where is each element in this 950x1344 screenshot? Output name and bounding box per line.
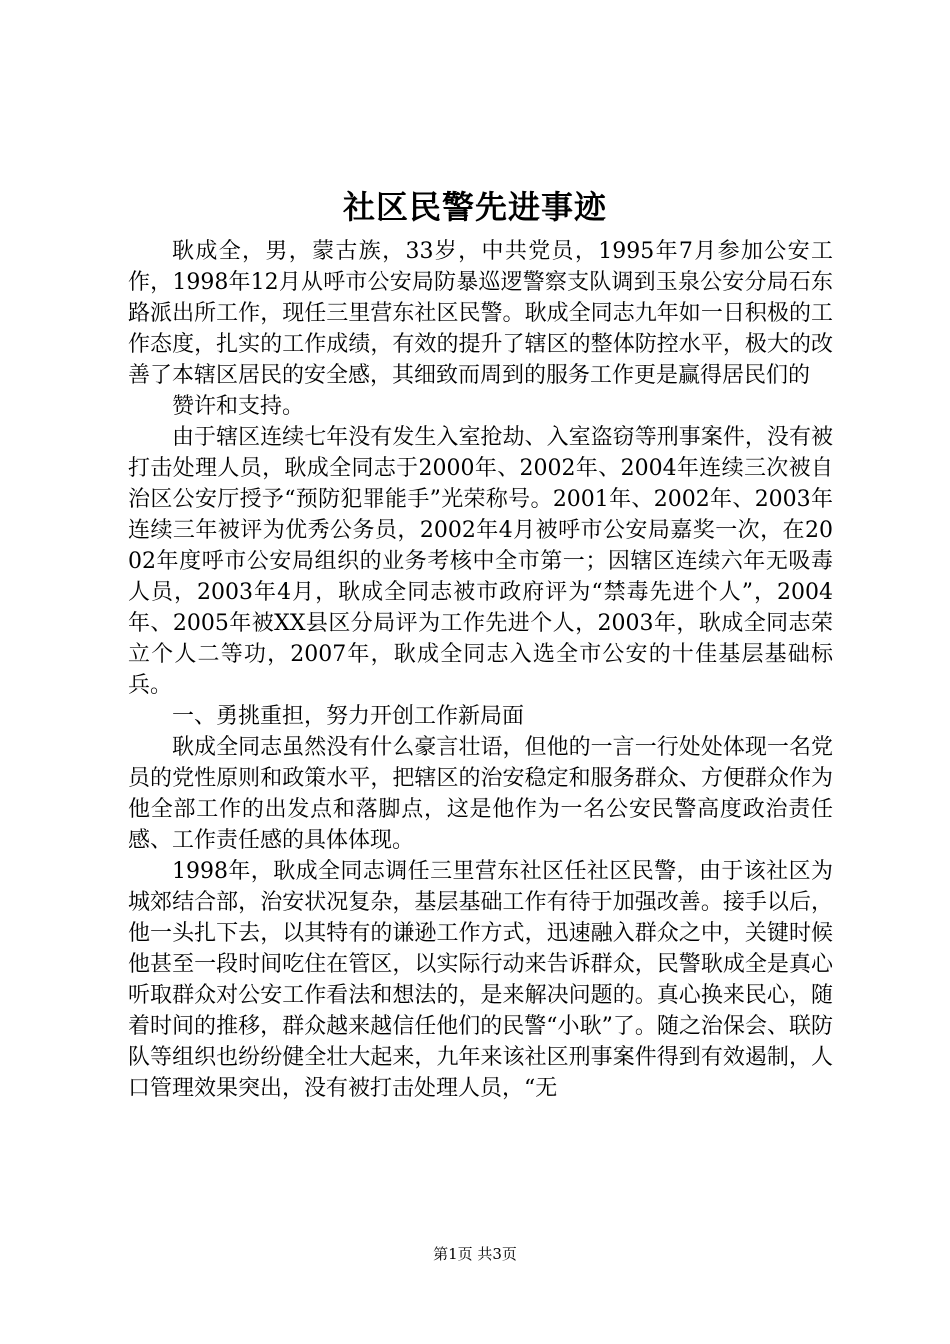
paragraph-intro: 耿成全，男，蒙古族，33岁，中共党员，1995年7月参加公安工作，1998年12月从呼市公安局防暴巡逻警察支队调到玉泉公安分局石东路派出所工作，现任三里营东社区民警。耿成全同志九年如一日积极的工作态度，扎实的工作成绩，有效的提升了辖区的整体防控水平，极大的改善了本辖区居民的安全感，其细致而周到的服务工作更是赢得居民们的 [128,239,833,388]
paragraph-principles: 耿成全同志虽然没有什么豪言壮语，但他的一言一行处处体现一名党员的党性原则和政策水平，把辖区的治安稳定和服务群众、方便群众作为他全部工作的出发点和落脚点，这是他作为一名公安民警高度政治责任感、工作责任感的具体体现。 [128,735,833,853]
section-heading-1: 一、勇挑重担，努力开创工作新局面 [172,704,525,729]
paragraph-intro-continued: 赞许和支持。 [172,394,305,419]
paragraph-honors: 由于辖区连续七年没有发生入室抢劫、入室盗窃等刑事案件，没有被打击处理人员，耿成全同志于2000年、2002年、2004年连续三次被自治区公安厅授予“预防犯罪能手”光荣称号。2001年、2002年、2003年连续三年被评为优秀公务员，2002年4月被呼市公安局嘉奖一次，在2002年度呼市公安局组织的业务考核中全市第一；因辖区连续六年无吸毒人员，2003年4月，耿成全同志被市政府评为“禁毒先进个人”，2004年、2005年被XX县区分局评为工作先进个人，2003年，耿成全同志荣立个人二等功，2007年，耿成全同志入选全市公安的十佳基层基础标兵。 [128,425,833,698]
page-footer: 第1页 共3页 [433,1245,517,1263]
document-body [128,236,833,1104]
document-title: 社区民警先进事迹 [342,188,607,226]
paragraph-1998: 1998年，耿成全同志调任三里营东社区任社区民警，由于该社区为城郊结合部，治安状况复杂，基层基础工作有待于加强改善。接手以后，他一头扎下去，以其特有的谦逊工作方式，迅速融入群众之中，关键时候他甚至一段时间吃住在管区，以实际行动来告诉群众，民警耿成全是真心听取群众对公安工作看法和想法的，是来解决问题的。真心换来民心，随着时间的推移，群众越来越信任他们的民警“小耿”了。随之治保会、联防队等组织也纷纷健全壮大起来，九年来该社区刑事案件得到有效遏制，人口管理效果突出，没有被打击处理人员，“无 [128,859,833,1101]
